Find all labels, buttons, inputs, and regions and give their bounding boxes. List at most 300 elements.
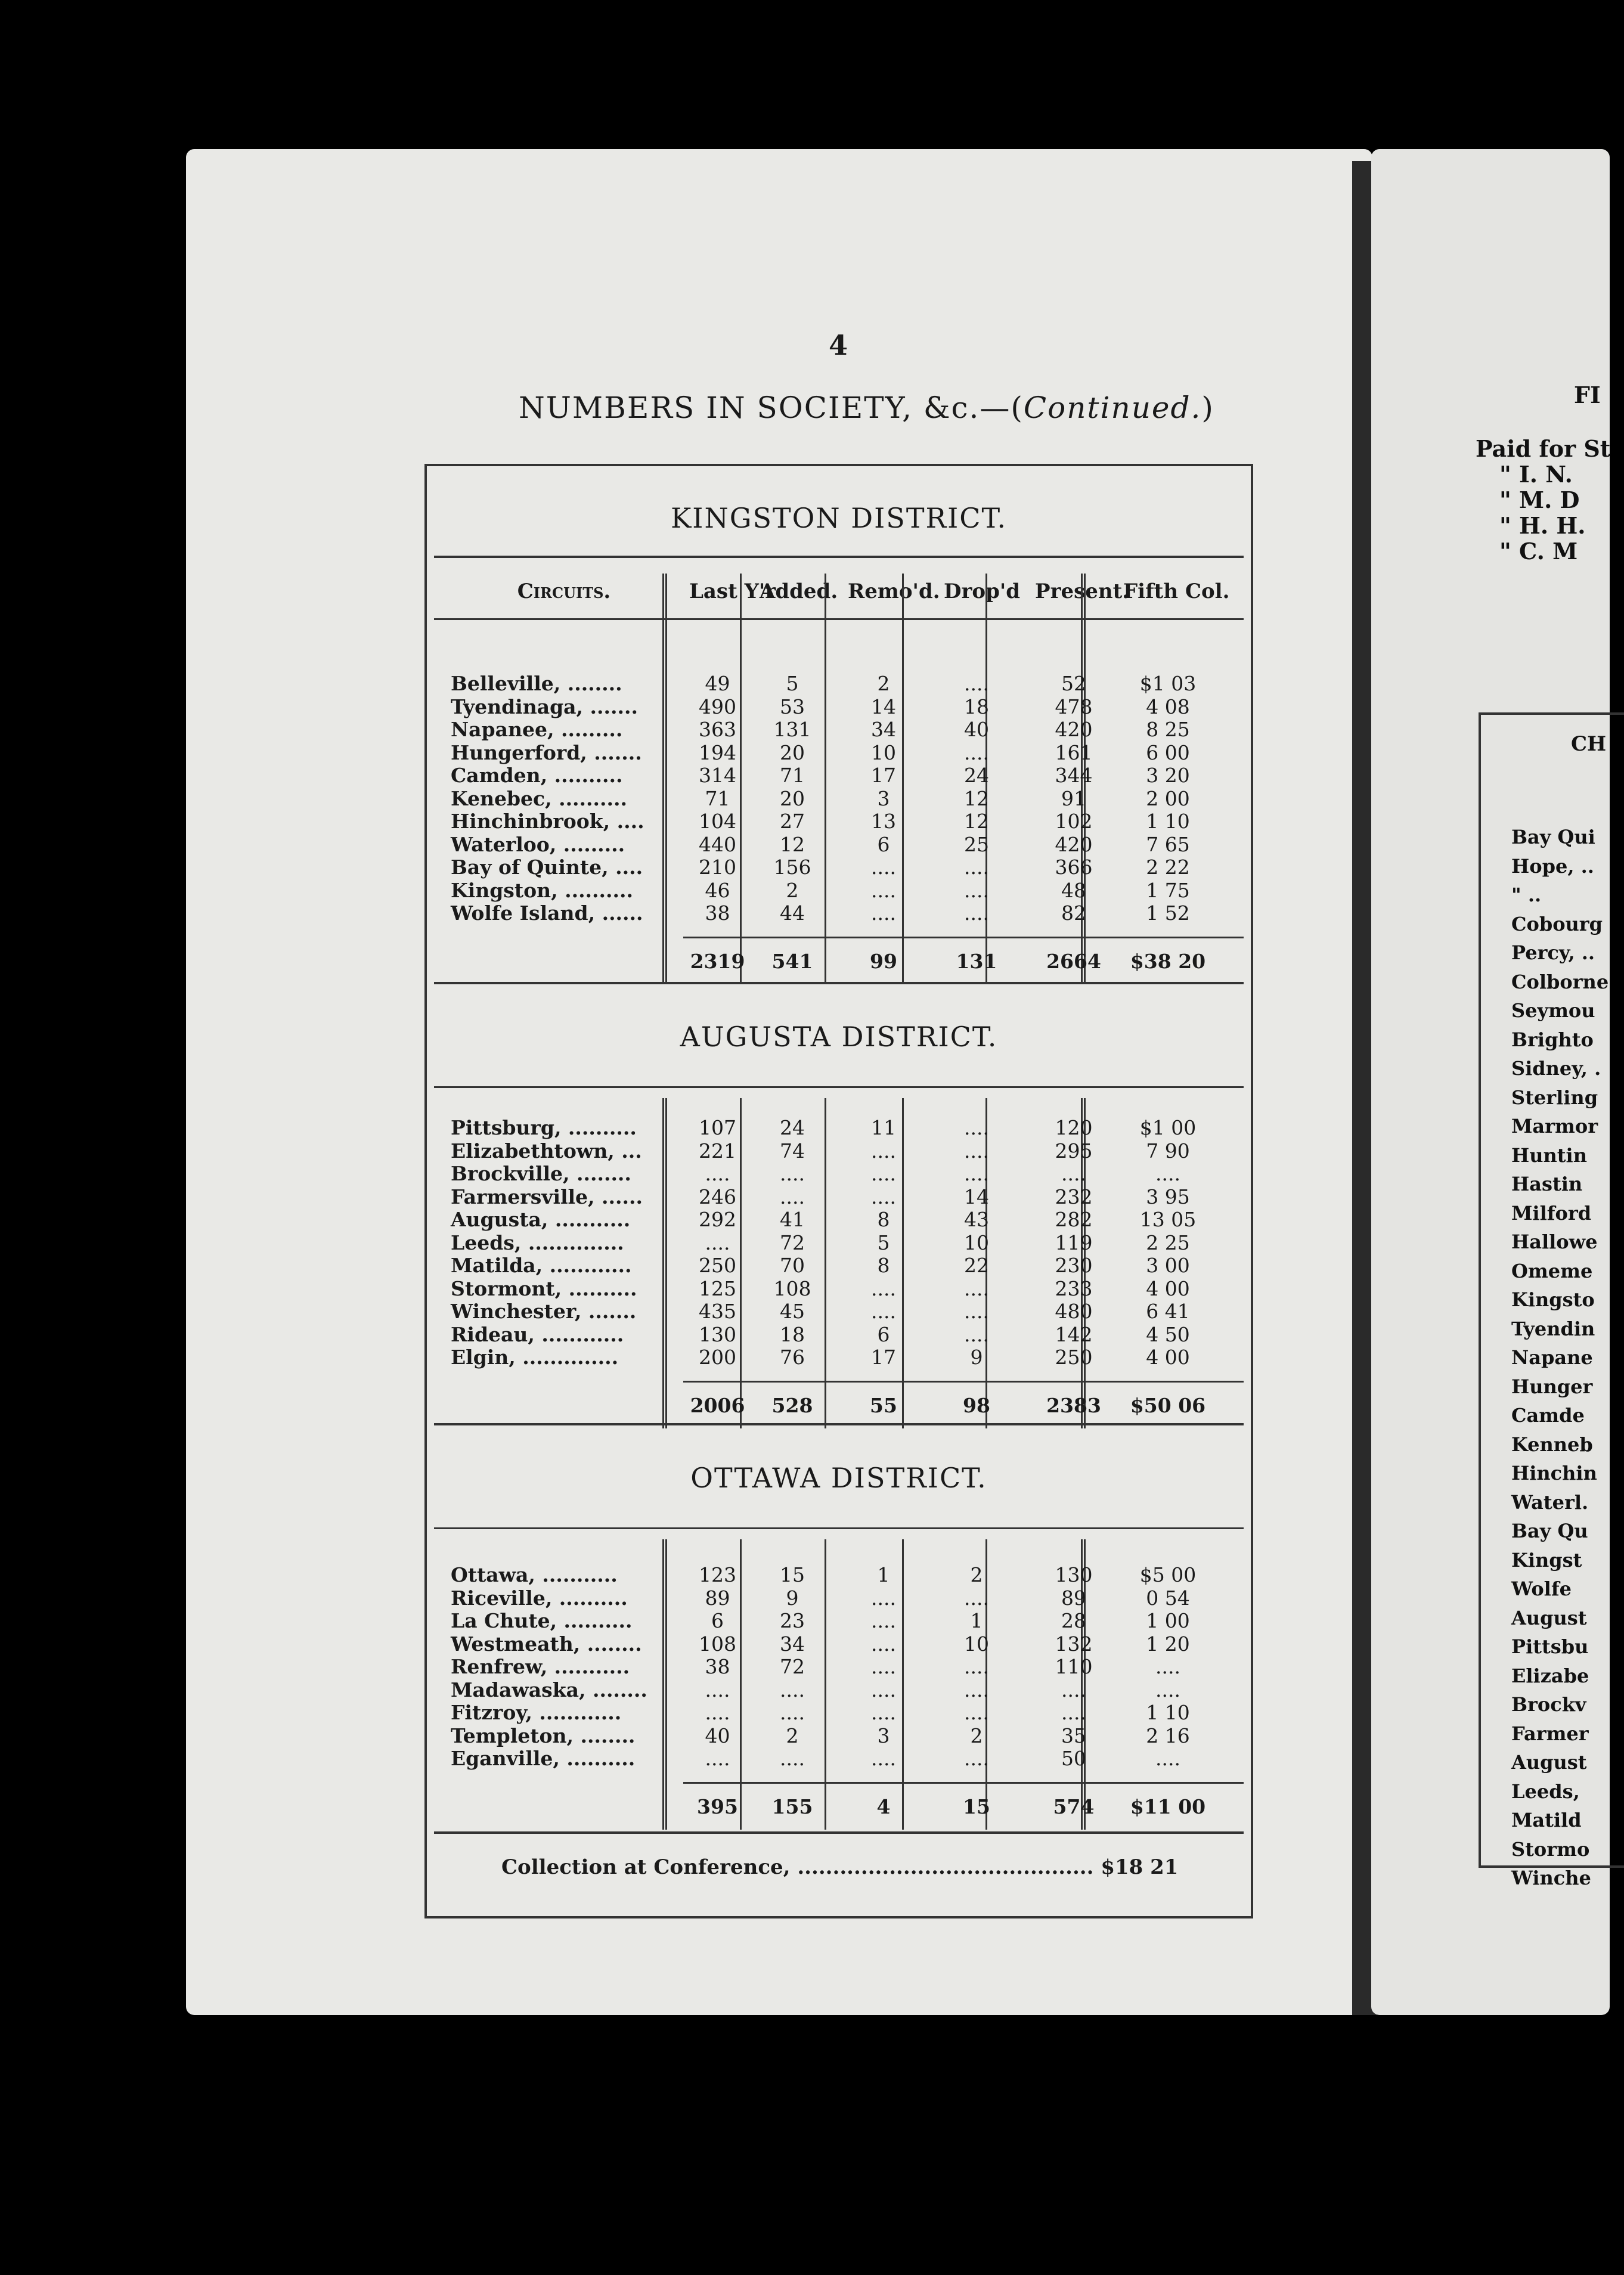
table-cell: .... xyxy=(780,1747,805,1770)
circuit-name-fragment: Seymou xyxy=(1511,999,1595,1022)
table-cell: 10 xyxy=(964,1231,989,1254)
table-cell: 344 xyxy=(1055,764,1093,787)
table-cell: 25 xyxy=(964,832,989,856)
table-cell: 14 xyxy=(964,1185,989,1208)
column-rule xyxy=(662,1098,667,1428)
circuit-name-fragment: August xyxy=(1511,1751,1587,1774)
collection-label: Collection at Conference, .......................................... xyxy=(501,1855,1094,1879)
table-cell: 44 xyxy=(780,901,805,925)
district-total: 4 xyxy=(876,1794,891,1818)
table-cell: 194 xyxy=(699,740,736,764)
table-cell: .... xyxy=(964,901,989,925)
table-cell: $1 00 xyxy=(1139,1116,1197,1139)
table-cell: 5 xyxy=(786,672,799,695)
table-cell: 142 xyxy=(1055,1322,1093,1346)
table-cell: 3 xyxy=(877,1724,890,1747)
table-cell: 6 41 xyxy=(1146,1300,1190,1323)
totals-rule xyxy=(683,1782,1244,1784)
table-cell: 0 54 xyxy=(1146,1586,1190,1610)
table-cell: 14 xyxy=(871,695,896,718)
table-cell: 41 xyxy=(780,1208,805,1231)
circuit-name-fragment: Marmor xyxy=(1511,1115,1598,1138)
table-cell: 71 xyxy=(780,764,805,787)
table-cell: 24 xyxy=(780,1116,805,1139)
circuit-name: Hungerford, ....... xyxy=(451,740,642,764)
table-cell: .... xyxy=(871,1678,896,1701)
circuit-name-fragment: Hope, .. xyxy=(1511,854,1594,878)
table-cell: 420 xyxy=(1055,718,1093,741)
district-header-rule xyxy=(434,1527,1244,1529)
table-cell: 9 xyxy=(786,1586,799,1610)
circuit-name: Napanee, ......... xyxy=(451,718,623,741)
table-cell: 35 xyxy=(1061,1724,1086,1747)
table-cell: .... xyxy=(871,1747,896,1770)
circuit-name-fragment: Pittsbu xyxy=(1511,1635,1589,1658)
table-cell: 22 xyxy=(964,1254,989,1277)
table-cell: 1 10 xyxy=(1146,1701,1190,1724)
circuit-name-fragment: Percy, .. xyxy=(1511,941,1595,964)
district-total: 574 xyxy=(1053,1794,1095,1818)
table-cell: 74 xyxy=(780,1139,805,1163)
circuit-name-fragment: Omeme xyxy=(1511,1259,1593,1282)
column-rule xyxy=(662,574,667,984)
district-title: AUGUSTA DISTRICT. xyxy=(680,1021,998,1053)
table-cell: 246 xyxy=(699,1185,736,1208)
table-cell: 46 xyxy=(705,878,730,902)
table-cell: .... xyxy=(1061,1678,1086,1701)
table-cell: 50 xyxy=(1061,1747,1086,1770)
table-cell: 1 xyxy=(970,1609,983,1632)
paid-line: Paid for St xyxy=(1476,435,1611,462)
district-total: 155 xyxy=(771,1794,813,1818)
circuit-name: Stormont, .......... xyxy=(451,1276,637,1300)
circuit-name-fragment: Milford xyxy=(1511,1201,1592,1225)
totals-rule xyxy=(683,1381,1244,1383)
circuit-name-fragment: Leeds, xyxy=(1511,1780,1580,1803)
table-cell: 366 xyxy=(1055,856,1093,879)
column-header: Last Y'r xyxy=(689,579,776,603)
table-cell: 15 xyxy=(780,1563,805,1586)
table-cell: .... xyxy=(964,1747,989,1770)
table-cell: .... xyxy=(871,1276,896,1300)
circuit-name-fragment: Huntin xyxy=(1511,1143,1587,1167)
column-rule xyxy=(662,1539,667,1830)
table-cell: .... xyxy=(871,1300,896,1323)
circuit-name-fragment: Winche xyxy=(1511,1867,1591,1889)
table-cell: 1 10 xyxy=(1146,810,1190,833)
table-cell: 7 65 xyxy=(1146,832,1190,856)
table-cell: .... xyxy=(1061,1701,1086,1724)
circuit-name-fragment: Matild xyxy=(1511,1809,1582,1831)
circuit-name-fragment: Stormo xyxy=(1511,1837,1590,1861)
table-cell: .... xyxy=(871,1185,896,1208)
society-table xyxy=(424,464,1253,1918)
table-cell: 43 xyxy=(964,1208,989,1231)
table-cell: 28 xyxy=(1061,1609,1086,1632)
table-cell: 363 xyxy=(699,718,736,741)
table-cell: .... xyxy=(871,1655,896,1678)
table-cell: 6 00 xyxy=(1146,740,1190,764)
heading-close: ) xyxy=(1201,390,1214,425)
column-header: Remo'd. xyxy=(848,579,940,603)
table-cell: .... xyxy=(871,1139,896,1163)
table-cell: 23 xyxy=(780,1609,805,1632)
table-cell: .... xyxy=(1155,1678,1180,1701)
table-cell: 131 xyxy=(773,718,811,741)
table-cell: .... xyxy=(964,1322,989,1346)
circuit-name: Belleville, ........ xyxy=(451,672,622,695)
table-cell: .... xyxy=(705,1231,730,1254)
circuit-name: Elizabethtown, ... xyxy=(451,1139,642,1163)
table-cell: 130 xyxy=(699,1322,736,1346)
district-rule xyxy=(434,1423,1244,1425)
table-cell: 71 xyxy=(705,786,730,810)
table-cell: 2 00 xyxy=(1146,786,1190,810)
circuit-name: Waterloo, ......... xyxy=(451,832,625,856)
circuit-name: Camden, .......... xyxy=(451,764,623,787)
district-header-rule xyxy=(434,1086,1244,1088)
district-title: OTTAWA DISTRICT. xyxy=(690,1462,987,1494)
table-cell: 250 xyxy=(1055,1346,1093,1369)
circuit-name-fragment: Brighto xyxy=(1511,1028,1594,1051)
district-total: 2006 xyxy=(690,1393,745,1417)
table-cell: 82 xyxy=(1061,901,1086,925)
table-cell: .... xyxy=(964,1276,989,1300)
circuit-name: Brockville, ........ xyxy=(451,1162,631,1185)
district-total: 99 xyxy=(870,949,897,973)
paid-line: " M. D xyxy=(1499,486,1580,513)
circuit-name-fragment: Elizabe xyxy=(1511,1664,1589,1687)
table-cell: 2 xyxy=(970,1724,983,1747)
circuit-name: La Chute, .......... xyxy=(451,1609,633,1632)
page-number: 4 xyxy=(829,329,848,361)
right-header: FI xyxy=(1574,382,1601,408)
column-header: Added. xyxy=(760,579,838,603)
circuit-name-fragment: August xyxy=(1511,1606,1587,1629)
table-cell: 2 25 xyxy=(1146,1231,1190,1254)
table-cell: .... xyxy=(1061,1162,1086,1185)
table-cell: 89 xyxy=(1061,1586,1086,1610)
circuit-name-fragment: Cobourg xyxy=(1511,912,1603,935)
circuit-name-fragment: Colborne xyxy=(1511,970,1609,993)
table-cell: .... xyxy=(871,1632,896,1656)
district-total: 98 xyxy=(963,1393,990,1417)
table-cell: 70 xyxy=(780,1254,805,1277)
table-cell: 6 xyxy=(877,832,890,856)
circuit-name: Winchester, ....... xyxy=(451,1300,637,1323)
table-cell: .... xyxy=(705,1678,730,1701)
page-heading xyxy=(519,390,1214,425)
table-cell: 119 xyxy=(1055,1231,1093,1254)
table-cell: 4 50 xyxy=(1146,1322,1190,1346)
circuit-name-fragment: Hinchin xyxy=(1511,1462,1597,1484)
table-cell: 13 05 xyxy=(1139,1208,1197,1231)
column-header: Fifth Col. xyxy=(1123,579,1230,603)
table-cell: 2 xyxy=(786,878,799,902)
circuit-name: Ottawa, ........... xyxy=(451,1563,618,1586)
table-cell: 17 xyxy=(871,1346,896,1369)
circuit-name: Eganville, .......... xyxy=(451,1747,636,1770)
table-cell: 104 xyxy=(699,810,736,833)
circuit-name-fragment: " .. xyxy=(1511,884,1542,906)
table-cell: 2 16 xyxy=(1146,1724,1190,1747)
district-title: KINGSTON DISTRICT. xyxy=(670,502,1008,534)
circuit-name-fragment: Kenneb xyxy=(1511,1433,1593,1456)
table-cell: 20 xyxy=(780,786,805,810)
table-cell: 1 52 xyxy=(1146,901,1190,925)
collection-value: $18 21 xyxy=(1093,1855,1179,1879)
table-cell: 9 xyxy=(970,1346,983,1369)
district-total: $38 20 xyxy=(1130,949,1206,973)
table-cell: 230 xyxy=(1055,1254,1093,1277)
table-cell: 130 xyxy=(1055,1563,1093,1586)
district-total: 528 xyxy=(771,1393,813,1417)
totals-rule xyxy=(683,937,1244,938)
table-cell: .... xyxy=(964,1162,989,1185)
table-cell: .... xyxy=(871,878,896,902)
table-cell: 8 xyxy=(877,1208,890,1231)
table-cell: 232 xyxy=(1055,1185,1093,1208)
paid-line: " H. H. xyxy=(1499,512,1586,539)
district-total: 131 xyxy=(956,949,997,973)
table-cell: 8 25 xyxy=(1146,718,1190,741)
table-cell: 161 xyxy=(1055,740,1093,764)
table-cell: 12 xyxy=(964,786,989,810)
table-cell: 34 xyxy=(780,1632,805,1656)
table-cell: .... xyxy=(964,1678,989,1701)
table-cell: 10 xyxy=(964,1632,989,1656)
district-total: 2383 xyxy=(1046,1393,1101,1417)
table-cell: 490 xyxy=(699,695,736,718)
table-cell: 480 xyxy=(1055,1300,1093,1323)
table-cell: 2 xyxy=(786,1724,799,1747)
table-cell: 210 xyxy=(699,856,736,879)
table-cell: 125 xyxy=(699,1276,736,1300)
circuit-name: Matilda, ............ xyxy=(451,1254,632,1277)
circuit-name-fragment: Hastin xyxy=(1511,1173,1583,1195)
circuit-name-fragment: Napane xyxy=(1511,1346,1593,1369)
table-cell: .... xyxy=(964,1139,989,1163)
table-cell: 2 xyxy=(877,672,890,695)
table-cell: 3 20 xyxy=(1146,764,1190,787)
table-cell: .... xyxy=(964,1701,989,1724)
table-cell: 53 xyxy=(780,695,805,718)
district-rule xyxy=(434,982,1244,984)
table-cell: .... xyxy=(964,740,989,764)
circuit-name: Wolfe Island, ...... xyxy=(451,901,643,925)
paid-line: " C. M xyxy=(1499,538,1578,565)
table-cell: .... xyxy=(780,1678,805,1701)
table-cell: 200 xyxy=(699,1346,736,1369)
district-total: 55 xyxy=(870,1393,897,1417)
table-cell: .... xyxy=(705,1162,730,1185)
table-cell: .... xyxy=(705,1701,730,1724)
table-cell: 40 xyxy=(705,1724,730,1747)
table-cell: 12 xyxy=(964,810,989,833)
table-cell: 48 xyxy=(1061,878,1086,902)
table-cell: 3 xyxy=(877,786,890,810)
circuit-name-fragment: Hallowe xyxy=(1511,1231,1598,1253)
table-cell: 8 xyxy=(877,1254,890,1277)
circuit-name-fragment: Waterl. xyxy=(1511,1490,1589,1514)
table-cell: 34 xyxy=(871,718,896,741)
table-cell: 123 xyxy=(699,1563,736,1586)
table-cell: .... xyxy=(964,1116,989,1139)
table-cell: 10 xyxy=(871,740,896,764)
table-cell: 18 xyxy=(780,1322,805,1346)
heading-italic: Continued. xyxy=(1023,390,1202,425)
table-cell: .... xyxy=(871,1609,896,1632)
table-cell: .... xyxy=(964,1300,989,1323)
table-cell: 156 xyxy=(773,856,811,879)
table-cell: 1 20 xyxy=(1146,1632,1190,1656)
collection-rule xyxy=(434,1831,1244,1834)
table-cell: 440 xyxy=(699,832,736,856)
table-cell: 12 xyxy=(780,832,805,856)
table-cell: 13 xyxy=(871,810,896,833)
table-cell: 420 xyxy=(1055,832,1093,856)
district-total: $50 06 xyxy=(1130,1393,1206,1417)
table-cell: 250 xyxy=(699,1254,736,1277)
table-cell: 89 xyxy=(705,1586,730,1610)
table-cell: .... xyxy=(871,901,896,925)
table-cell: 24 xyxy=(964,764,989,787)
table-cell: .... xyxy=(964,856,989,879)
table-cell: .... xyxy=(871,1701,896,1724)
table-cell: 478 xyxy=(1055,695,1093,718)
table-cell: 292 xyxy=(699,1208,736,1231)
table-cell: 38 xyxy=(705,1655,730,1678)
district-total: 395 xyxy=(697,1794,738,1818)
header-rule-bottom xyxy=(434,618,1244,620)
circuit-name: Elgin, .............. xyxy=(451,1346,619,1369)
table-cell: .... xyxy=(780,1701,805,1724)
circuit-name: Hinchinbrook, .... xyxy=(451,810,644,833)
table-cell: 1 75 xyxy=(1146,878,1190,902)
right-box-header: CH xyxy=(1571,732,1607,756)
table-cell: 11 xyxy=(871,1116,896,1139)
heading-main: NUMBERS IN SOCIETY, &c.—( xyxy=(519,390,1024,425)
circuit-name-fragment: Brockv xyxy=(1511,1693,1586,1716)
district-total: 541 xyxy=(771,949,813,973)
circuit-name: Rideau, ............ xyxy=(451,1322,624,1346)
table-cell: 6 xyxy=(711,1609,724,1632)
table-cell: 4 00 xyxy=(1146,1276,1190,1300)
circuit-name: Madawaska, ........ xyxy=(451,1678,647,1701)
table-cell: .... xyxy=(964,878,989,902)
circuit-name: Leeds, .............. xyxy=(451,1231,624,1254)
header-rule-top xyxy=(434,556,1244,558)
circuit-name-fragment: Kingsto xyxy=(1511,1288,1595,1311)
column-header: Drop'd xyxy=(944,579,1021,603)
table-cell: .... xyxy=(871,856,896,879)
circuit-name: Tyendinaga, ....... xyxy=(451,695,638,718)
table-cell: 4 00 xyxy=(1146,1346,1190,1369)
circuit-name: Kenebec, .......... xyxy=(451,786,627,810)
table-cell: 3 00 xyxy=(1146,1254,1190,1277)
table-cell: 2 xyxy=(970,1563,983,1586)
table-cell: .... xyxy=(964,672,989,695)
circuit-name-fragment: Bay Qui xyxy=(1511,826,1595,848)
table-cell: .... xyxy=(1155,1162,1180,1185)
collection-row xyxy=(501,1855,1178,1879)
table-cell: 120 xyxy=(1055,1116,1093,1139)
table-cell: 221 xyxy=(699,1139,736,1163)
table-cell: 76 xyxy=(780,1346,805,1369)
table-cell: 102 xyxy=(1055,810,1093,833)
table-cell: 72 xyxy=(780,1231,805,1254)
table-cell: 295 xyxy=(1055,1139,1093,1163)
column-header: Circuits. xyxy=(517,579,611,603)
column-header: Present. xyxy=(1035,579,1130,603)
table-cell: 110 xyxy=(1055,1655,1093,1678)
circuit-name-fragment: Sidney, . xyxy=(1511,1057,1601,1080)
table-cell: 52 xyxy=(1061,672,1086,695)
circuit-name-fragment: Bay Qu xyxy=(1511,1520,1588,1542)
circuit-name: Kingston, .......... xyxy=(451,878,633,902)
circuit-name-fragment: Farmer xyxy=(1511,1722,1589,1745)
table-cell: 314 xyxy=(699,764,736,787)
paid-line: " I. N. xyxy=(1499,461,1573,488)
table-cell: 3 95 xyxy=(1146,1185,1190,1208)
circuit-name: Farmersville, ...... xyxy=(451,1185,643,1208)
table-cell: .... xyxy=(705,1747,730,1770)
table-cell: 7 90 xyxy=(1146,1139,1190,1163)
table-cell: 5 xyxy=(877,1231,890,1254)
table-cell: 108 xyxy=(773,1276,811,1300)
circuit-name: Renfrew, ........... xyxy=(451,1655,630,1678)
table-cell: 45 xyxy=(780,1300,805,1323)
table-cell: .... xyxy=(780,1185,805,1208)
circuit-name: Bay of Quinte, .... xyxy=(451,856,643,879)
table-cell: 435 xyxy=(699,1300,736,1323)
table-cell: 17 xyxy=(871,764,896,787)
table-cell: $1 03 xyxy=(1139,672,1197,695)
circuit-name-fragment: Kingst xyxy=(1511,1548,1582,1572)
circuit-name-fragment: Wolfe xyxy=(1511,1577,1572,1600)
table-cell: 282 xyxy=(1055,1208,1093,1231)
district-total: $11 00 xyxy=(1130,1794,1206,1818)
table-cell: 4 08 xyxy=(1146,695,1190,718)
table-cell: 27 xyxy=(780,810,805,833)
circuit-name: Pittsburg, .......... xyxy=(451,1116,637,1139)
circuit-name: Riceville, .......... xyxy=(451,1586,628,1610)
table-cell: 6 xyxy=(877,1322,890,1346)
table-cell: .... xyxy=(1155,1747,1180,1770)
table-cell: .... xyxy=(964,1655,989,1678)
table-cell: 18 xyxy=(964,695,989,718)
table-cell: .... xyxy=(780,1162,805,1185)
circuit-name: Templeton, ........ xyxy=(451,1724,636,1747)
circuit-name: Augusta, ........... xyxy=(451,1208,631,1231)
circuit-name: Fitzroy, ............ xyxy=(451,1701,622,1724)
table-cell: 91 xyxy=(1061,786,1086,810)
table-cell: 2 22 xyxy=(1146,856,1190,879)
table-cell: 40 xyxy=(964,718,989,741)
table-cell: 107 xyxy=(699,1116,736,1139)
district-total: 2664 xyxy=(1046,949,1101,973)
table-cell: 108 xyxy=(699,1632,736,1656)
table-cell: .... xyxy=(871,1162,896,1185)
district-total: 2319 xyxy=(690,949,745,973)
circuit-name-fragment: Tyendin xyxy=(1511,1317,1595,1340)
table-cell: .... xyxy=(964,1586,989,1610)
circuit-name-fragment: Camde xyxy=(1511,1404,1585,1427)
table-cell: 132 xyxy=(1055,1632,1093,1656)
table-cell: 38 xyxy=(705,901,730,925)
table-cell: .... xyxy=(871,1586,896,1610)
table-cell: 72 xyxy=(780,1655,805,1678)
